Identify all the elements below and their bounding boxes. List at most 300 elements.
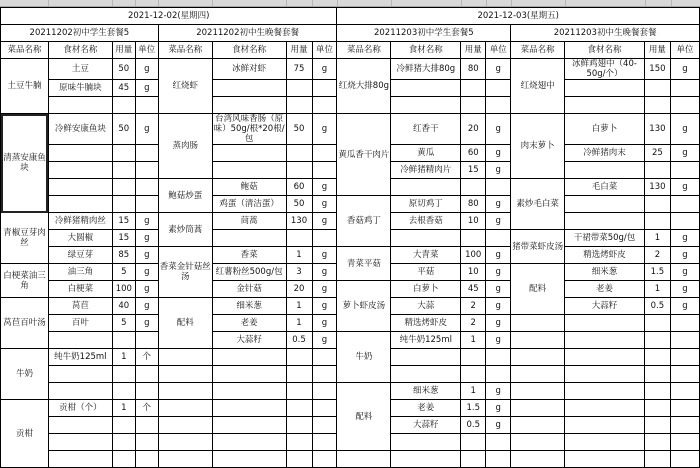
unit-cell[interactable] [135,162,158,179]
unit-cell[interactable] [312,97,337,114]
column-header[interactable]: 单位 [486,42,511,59]
ingredient-name[interactable] [565,162,645,179]
unit-cell[interactable] [670,434,699,451]
quantity-cell[interactable]: 130 [286,213,312,230]
unit-cell[interactable]: g [135,213,158,230]
unit-cell[interactable]: g [135,114,158,145]
ingredient-name[interactable]: 去根香菇 [391,213,461,230]
quantity-cell[interactable] [112,451,135,468]
quantity-cell[interactable] [644,417,670,434]
column-header[interactable]: 单位 [135,42,158,59]
unit-cell[interactable] [670,417,699,434]
quantity-cell[interactable]: 25 [644,145,670,162]
section-title[interactable]: 20211202初中学生套餐5 [1,25,159,42]
dish-name[interactable]: 萝卜虾皮汤 [337,281,391,332]
ingredient-name[interactable] [391,451,461,468]
ingredient-name[interactable] [391,179,461,196]
quantity-cell[interactable] [644,213,670,230]
quantity-cell[interactable]: 85 [112,247,135,264]
unit-cell[interactable]: g [312,332,337,349]
column-header[interactable]: 用量 [461,42,486,59]
ingredient-name[interactable] [391,434,461,451]
quantity-cell[interactable]: 80 [461,59,486,80]
ingredient-name[interactable] [565,80,645,97]
unit-cell[interactable] [312,366,337,383]
quantity-cell[interactable]: 20 [461,114,486,145]
unit-cell[interactable] [135,417,158,434]
unit-cell[interactable]: g [670,59,699,80]
unit-cell[interactable] [135,196,158,213]
dish-name[interactable]: 鲍菇炒蛋 [158,179,212,213]
quantity-cell[interactable] [112,162,135,179]
quantity-cell[interactable]: 10 [461,213,486,230]
ingredient-name[interactable] [48,97,112,114]
dish-name[interactable]: 白梗菜油三角 [1,264,49,298]
unit-cell[interactable] [135,179,158,196]
unit-cell[interactable]: g [135,298,158,315]
unit-cell[interactable] [312,80,337,97]
quantity-cell[interactable]: 80 [461,196,486,213]
dish-name[interactable] [158,366,212,383]
unit-cell[interactable]: g [670,230,699,247]
quantity-cell[interactable] [461,366,486,383]
ingredient-name[interactable] [48,145,112,162]
quantity-cell[interactable] [112,179,135,196]
unit-cell[interactable] [486,434,511,451]
unit-cell[interactable]: g [670,114,699,145]
unit-cell[interactable] [670,383,699,400]
ingredient-name[interactable] [391,97,461,114]
quantity-cell[interactable]: 2 [461,298,486,315]
ingredient-name[interactable] [212,417,286,434]
unit-cell[interactable]: g [486,145,511,162]
ingredient-name[interactable] [565,434,645,451]
ingredient-name[interactable]: 台湾风味香肠（原味）50g/根*20根/包 [213,114,285,144]
unit-cell[interactable]: g [486,332,511,349]
quantity-cell[interactable] [461,349,486,366]
ingredient-name[interactable] [212,400,286,417]
ingredient-name[interactable]: 大青菜 [391,247,461,264]
ingredient-name[interactable] [212,434,286,451]
quantity-cell[interactable]: 15 [461,162,486,179]
dish-name[interactable] [158,417,212,434]
unit-cell[interactable] [135,97,158,114]
unit-cell[interactable] [670,315,699,332]
ingredient-name[interactable] [212,451,286,468]
unit-cell[interactable]: g [670,247,699,264]
ingredient-name[interactable] [48,179,112,196]
ingredient-name[interactable]: 精选烤虾皮 [565,247,645,264]
unit-cell[interactable]: g [312,114,337,145]
ingredient-name[interactable]: 大蒜籽 [212,332,286,349]
unit-cell[interactable] [312,400,337,417]
quantity-cell[interactable] [461,179,486,196]
dish-name[interactable]: 香菜金针菇丝汤 [158,247,212,298]
dish-name[interactable] [158,383,212,400]
unit-cell[interactable]: g [135,264,158,281]
column-header[interactable]: 菜品名称 [158,42,212,59]
ingredient-name[interactable] [565,383,645,400]
unit-cell[interactable] [670,162,699,179]
quantity-cell[interactable] [112,417,135,434]
quantity-cell[interactable]: 100 [112,281,135,298]
ingredient-name[interactable]: 干裙带菜50g/包 [565,230,645,247]
ingredient-name[interactable]: 莴苣 [48,298,112,315]
dish-name[interactable] [158,400,212,417]
ingredient-name[interactable]: 鸡蛋（清洁蛋） [212,196,286,213]
quantity-cell[interactable]: 1 [286,247,312,264]
dish-name[interactable]: 配料 [158,298,212,349]
ingredient-name[interactable] [48,451,112,468]
quantity-cell[interactable]: 1 [112,349,135,366]
unit-cell[interactable]: g [486,315,511,332]
unit-cell[interactable]: g [486,213,511,230]
quantity-cell[interactable]: 1 [286,298,312,315]
quantity-cell[interactable] [644,349,670,366]
unit-cell[interactable]: g [486,162,511,179]
quantity-cell[interactable] [644,97,670,114]
ingredient-name[interactable]: 冰鲜鸡翅中（40-50g/个） [565,59,645,80]
dish-name[interactable] [511,349,565,366]
unit-cell[interactable] [135,451,158,468]
ingredient-name[interactable]: 冰鲜对虾 [212,59,286,80]
unit-cell[interactable] [135,383,158,400]
ingredient-name[interactable] [565,213,645,230]
ingredient-name[interactable]: 原切鸡丁 [391,196,461,213]
ingredient-name[interactable]: 纯牛奶125ml [48,349,112,366]
quantity-cell[interactable] [644,383,670,400]
quantity-cell[interactable] [286,451,312,468]
ingredient-name[interactable]: 老姜 [212,315,286,332]
unit-cell[interactable]: g [312,247,337,264]
column-header[interactable]: 单位 [312,42,337,59]
quantity-cell[interactable]: 130 [644,114,670,145]
quantity-cell[interactable] [286,230,312,247]
quantity-cell[interactable] [112,332,135,349]
ingredient-name[interactable] [391,366,461,383]
ingredient-name[interactable] [565,349,645,366]
dish-name[interactable] [511,366,565,383]
quantity-cell[interactable] [644,80,670,97]
column-header[interactable]: 菜品名称 [1,42,49,59]
quantity-cell[interactable]: 5 [112,264,135,281]
dish-name[interactable]: 青菜平菇 [337,247,391,281]
dish-name[interactable]: 黄瓜香干肉片 [337,114,391,196]
column-header[interactable]: 单位 [670,42,699,59]
quantity-cell[interactable] [112,196,135,213]
quantity-cell[interactable] [644,196,670,213]
ingredient-name[interactable]: 黄瓜 [391,145,461,162]
ingredient-name[interactable]: 冷鲜安康鱼块 [48,114,112,145]
unit-cell[interactable]: g [670,281,699,298]
quantity-cell[interactable]: 1 [461,383,486,400]
unit-cell[interactable] [312,230,337,247]
column-header[interactable]: 食材名称 [48,42,112,59]
unit-cell[interactable]: g [486,247,511,264]
quantity-cell[interactable]: 0.5 [644,298,670,315]
ingredient-name[interactable]: 红薯粉丝500g/包 [212,264,286,281]
ingredient-name[interactable] [212,162,286,179]
quantity-cell[interactable]: 1 [644,230,670,247]
dish-name[interactable]: 配料 [511,264,565,315]
ingredient-name[interactable]: 鲍菇 [212,179,286,196]
quantity-cell[interactable] [112,434,135,451]
unit-cell[interactable] [135,145,158,162]
ingredient-name[interactable] [565,417,645,434]
unit-cell[interactable]: g [486,264,511,281]
unit-cell[interactable] [312,451,337,468]
quantity-cell[interactable] [644,332,670,349]
unit-cell[interactable] [135,332,158,349]
quantity-cell[interactable] [286,349,312,366]
quantity-cell[interactable] [112,145,135,162]
unit-cell[interactable]: g [670,264,699,281]
unit-cell[interactable] [312,349,337,366]
ingredient-name[interactable] [48,196,112,213]
dish-name[interactable] [511,383,565,400]
ingredient-name[interactable]: 土豆 [48,59,112,80]
unit-cell[interactable]: 个 [135,400,158,417]
quantity-cell[interactable] [286,80,312,97]
dish-name[interactable]: 牛奶 [337,332,391,383]
ingredient-name[interactable]: 白萝卜 [565,114,645,145]
ingredient-name[interactable]: 细米葱 [565,264,645,281]
column-header[interactable]: 食材名称 [391,42,461,59]
ingredient-name[interactable]: 精选烤虾皮 [391,315,461,332]
unit-cell[interactable]: g [135,80,158,97]
quantity-cell[interactable]: 1 [644,281,670,298]
ingredient-name[interactable]: 百叶 [48,315,112,332]
unit-cell[interactable]: g [670,179,699,196]
quantity-cell[interactable]: 15 [112,213,135,230]
dish-name[interactable] [158,434,212,451]
unit-cell[interactable]: g [312,264,337,281]
ingredient-name[interactable]: 白梗菜 [48,281,112,298]
ingredient-name[interactable]: 毛白菜 [565,179,645,196]
unit-cell[interactable]: g [486,281,511,298]
unit-cell[interactable]: g [135,315,158,332]
ingredient-name[interactable]: 贡柑（个） [48,400,112,417]
unit-cell[interactable]: g [670,145,699,162]
column-header[interactable]: 菜品名称 [511,42,565,59]
quantity-cell[interactable] [286,434,312,451]
section-title[interactable]: 20211203初中学生套餐5 [337,25,511,42]
unit-cell[interactable]: g [670,298,699,315]
unit-cell[interactable] [670,80,699,97]
ingredient-name[interactable] [565,97,645,114]
ingredient-name[interactable]: 原味牛腩块 [48,80,112,97]
quantity-cell[interactable] [286,383,312,400]
unit-cell[interactable] [312,434,337,451]
dish-name[interactable]: 红烧大排80g [337,59,391,114]
quantity-cell[interactable] [286,162,312,179]
ingredient-name[interactable] [48,162,112,179]
quantity-cell[interactable] [461,80,486,97]
dish-name[interactable]: 红烧翅中 [511,59,565,114]
column-header[interactable]: 用量 [644,42,670,59]
unit-cell[interactable] [670,451,699,468]
quantity-cell[interactable]: 60 [461,145,486,162]
unit-cell[interactable]: g [135,230,158,247]
quantity-cell[interactable]: 150 [644,59,670,80]
unit-cell[interactable] [670,97,699,114]
column-header[interactable]: 食材名称 [212,42,286,59]
unit-cell[interactable]: g [486,417,511,434]
quantity-cell[interactable] [461,230,486,247]
unit-cell[interactable]: g [312,59,337,80]
unit-cell[interactable]: g [312,179,337,196]
unit-cell[interactable] [486,349,511,366]
quantity-cell[interactable] [286,417,312,434]
ingredient-name[interactable]: 白萝卜 [391,281,461,298]
quantity-cell[interactable]: 100 [461,247,486,264]
unit-cell[interactable]: g [312,298,337,315]
quantity-cell[interactable]: 50 [112,114,135,145]
quantity-cell[interactable]: 45 [112,80,135,97]
ingredient-name[interactable]: 冷鲜猪肉末 [565,145,645,162]
unit-cell[interactable]: g [486,59,511,80]
ingredient-name[interactable]: 大蒜籽 [565,298,645,315]
column-header[interactable]: 食材名称 [565,42,645,59]
quantity-cell[interactable]: 1.5 [461,400,486,417]
dish-name[interactable]: 素炒毛白菜 [511,179,565,230]
unit-cell[interactable]: 个 [135,349,158,366]
ingredient-name[interactable]: 金针菇 [212,281,286,298]
ingredient-name[interactable]: 冷鲜猪精肉片 [391,162,461,179]
dish-name[interactable]: 配料 [337,383,391,451]
column-header[interactable]: 用量 [286,42,312,59]
ingredient-name[interactable]: 大圆椒 [48,230,112,247]
ingredient-name[interactable] [48,366,112,383]
dish-name[interactable]: 莴苣百叶汤 [1,298,49,349]
unit-cell[interactable] [135,366,158,383]
ingredient-name[interactable] [212,366,286,383]
quantity-cell[interactable] [644,451,670,468]
unit-cell[interactable]: g [312,281,337,298]
quantity-cell[interactable]: 20 [286,281,312,298]
dish-name[interactable] [511,332,565,349]
unit-cell[interactable]: g [312,213,337,230]
unit-cell[interactable] [312,145,337,162]
ingredient-name[interactable] [212,145,286,162]
quantity-cell[interactable] [112,97,135,114]
dish-name[interactable]: 猪带菜虾皮汤 [511,230,565,264]
unit-cell[interactable]: g [486,196,511,213]
unit-cell[interactable] [670,196,699,213]
unit-cell[interactable] [486,366,511,383]
quantity-cell[interactable]: 50 [112,59,135,80]
quantity-cell[interactable] [644,400,670,417]
unit-cell[interactable] [670,366,699,383]
unit-cell[interactable] [486,451,511,468]
quantity-cell[interactable]: 50 [286,196,312,213]
ingredient-name[interactable] [565,315,645,332]
quantity-cell[interactable]: 2 [461,315,486,332]
quantity-cell[interactable] [461,97,486,114]
ingredient-name[interactable]: 老姜 [391,400,461,417]
unit-cell[interactable] [486,179,511,196]
dish-name[interactable]: 土豆牛腩 [1,59,49,114]
ingredient-name[interactable] [212,230,286,247]
quantity-cell[interactable]: 1 [286,315,312,332]
dish-name[interactable] [511,417,565,434]
quantity-cell[interactable] [644,434,670,451]
dish-name[interactable]: 牛奶 [1,349,49,400]
dish-name[interactable] [511,315,565,332]
ingredient-name[interactable]: 红香干 [391,114,461,145]
ingredient-name[interactable] [48,434,112,451]
ingredient-name[interactable]: 绿豆芽 [48,247,112,264]
quantity-cell[interactable]: 5 [112,315,135,332]
quantity-cell[interactable]: 1 [461,332,486,349]
ingredient-name[interactable]: 油三角 [48,264,112,281]
quantity-cell[interactable] [286,400,312,417]
ingredient-name[interactable]: 老姜 [565,281,645,298]
dish-name[interactable]: 蒸肉肠 [158,114,212,179]
unit-cell[interactable] [670,400,699,417]
ingredient-name[interactable] [212,383,286,400]
dish-name[interactable] [511,451,565,468]
dish-name[interactable] [511,434,565,451]
quantity-cell[interactable] [644,162,670,179]
quantity-cell[interactable]: 2 [644,247,670,264]
quantity-cell[interactable]: 50 [286,114,312,145]
ingredient-name[interactable] [48,332,112,349]
unit-cell[interactable] [312,383,337,400]
quantity-cell[interactable] [112,383,135,400]
dish-name[interactable]: 贡柑 [1,400,49,468]
quantity-cell[interactable] [112,366,135,383]
quantity-cell[interactable] [644,366,670,383]
unit-cell[interactable]: g [135,59,158,80]
quantity-cell[interactable]: 60 [286,179,312,196]
unit-cell[interactable]: g [312,315,337,332]
unit-cell[interactable] [486,80,511,97]
unit-cell[interactable]: g [486,298,511,315]
unit-cell[interactable] [670,332,699,349]
quantity-cell[interactable]: 130 [644,179,670,196]
ingredient-name[interactable] [212,97,286,114]
dish-name[interactable]: 香菇鸡丁 [337,196,391,247]
dish-name[interactable] [337,451,391,468]
dish-name[interactable] [158,349,212,366]
quantity-cell[interactable]: 45 [461,281,486,298]
dish-name[interactable] [158,451,212,468]
column-header[interactable]: 菜品名称 [337,42,391,59]
column-header[interactable]: 用量 [112,42,135,59]
quantity-cell[interactable] [644,315,670,332]
quantity-cell[interactable]: 10 [461,264,486,281]
ingredient-name[interactable] [565,400,645,417]
ingredient-name[interactable]: 平菇 [391,264,461,281]
ingredient-name[interactable]: 细米葱 [212,298,286,315]
date-header[interactable]: 2021-12-03(星期五) [337,8,700,25]
ingredient-name[interactable]: 冷鲜猪精肉丝 [48,213,112,230]
ingredient-name[interactable] [565,451,645,468]
ingredient-name[interactable]: 纯牛奶125ml [391,332,461,349]
dish-name[interactable]: 素炒筒蒿 [158,213,212,247]
ingredient-name[interactable]: 香菜 [212,247,286,264]
ingredient-name[interactable] [48,383,112,400]
section-title[interactable]: 20211202初中生晚餐套餐 [158,25,337,42]
quantity-cell[interactable] [461,451,486,468]
quantity-cell[interactable] [286,145,312,162]
quantity-cell[interactable]: 0.5 [286,332,312,349]
dish-name[interactable]: 肉末萝卜 [511,114,565,179]
dish-name[interactable]: 清蒸安康鱼块 [1,114,49,213]
ingredient-name[interactable] [391,80,461,97]
quantity-cell[interactable]: 1.5 [644,264,670,281]
